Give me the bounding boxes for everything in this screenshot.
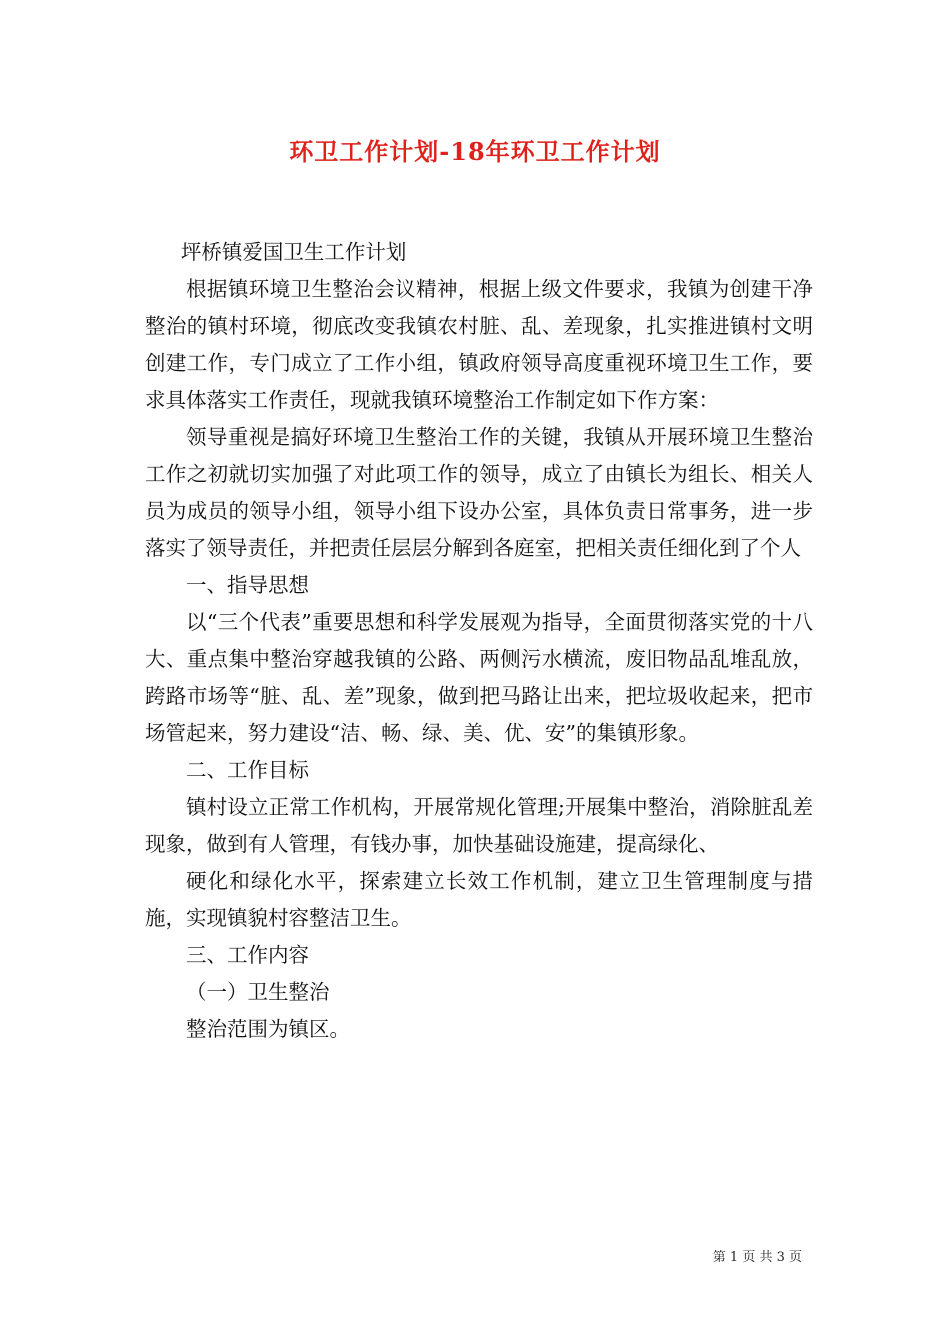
paragraph-leadership: 领导重视是搞好环境卫生整治工作的关键，我镇从开展环境卫生整治工作之初就切实加强了对此项工作的领导，成立了由镇长为组长、相关人员为成员的领导小组，领导小组下设办公室，具体负责日常事务，进一步落实了领导责任，并把责任层层分解到各庭室，把相关责任细化到了个人 [145,425,813,560]
section-heading-work-goals: 二、工作目标 [186,758,309,782]
paragraph-work-goals-continued: 硬化和绿化水平，探索建立长效工作机制，建立卫生管理制度与措施，实现镇貌村容整洁卫生。 [145,869,813,930]
paragraph-sanitation-scope: 整治范围为镇区。 [186,1017,350,1041]
paragraph-intro: 根据镇环境卫生整治会议精神，根据上级文件要求，我镇为创建干净整治的镇村环境，彻底改变我镇农村脏、乱、差现象，扎实推进镇村文明创建工作，专门成立了工作小组，镇政府领导高度重视环境卫生工作，要求具体落实工作责任，现就我镇环境整治工作制定如下作方案： [145,277,813,412]
paragraph-guiding-ideology: 以“三个代表”重要思想和科学发展观为指导，全面贯彻落实党的十八大、重点集中整治穿越我镇的公路、两侧污水横流，废旧物品乱堆乱放，跨路市场等“脏、乱、差”现象，做到把马路让出来，把垃圾收起来，把市场管起来，努力建设“洁、畅、绿、美、优、安”的集镇形象。 [145,610,813,745]
section-heading-work-content: 三、工作内容 [186,943,309,967]
section-heading-plan: 坪桥镇爱国卫生工作计划 [180,240,407,264]
section-heading-guiding-ideology: 一、指导思想 [186,573,309,597]
document-body [145,234,813,1048]
paragraph-work-goals: 镇村设立正常工作机构，开展常规化管理;开展集中整治，消除脏乱差现象，做到有人管理，有钱办事，加快基础设施建，提高绿化、 [145,795,813,856]
document-title: 环卫工作计划-18年环卫工作计划 [289,137,661,166]
page-number-footer: 第 1 页 共 3 页 [712,1250,802,1265]
subsection-heading-sanitation: （一）卫生整治 [186,980,330,1004]
